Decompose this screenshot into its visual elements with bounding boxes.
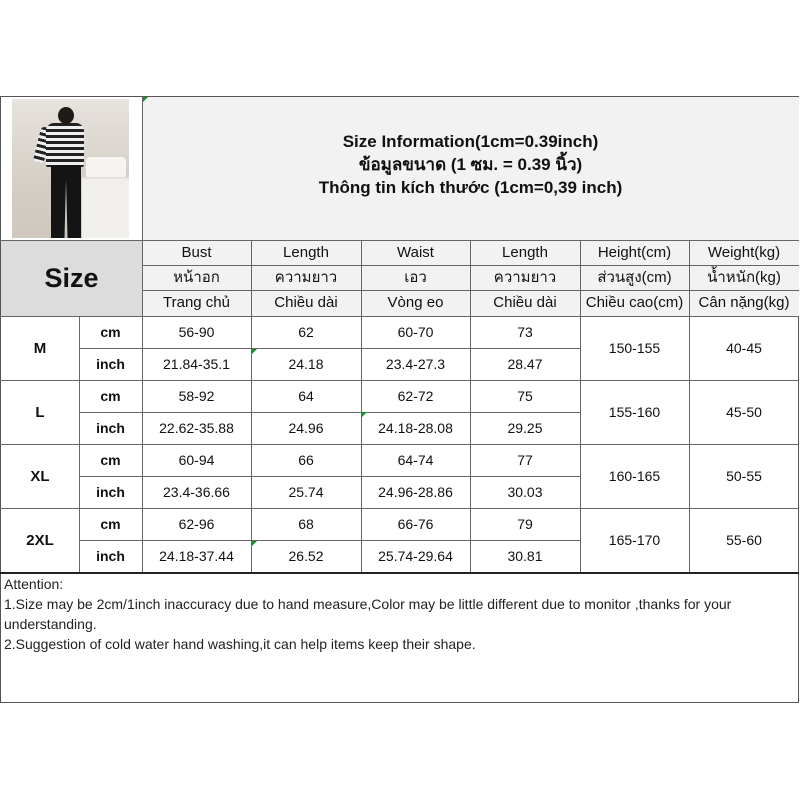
size-label: Size xyxy=(44,262,99,293)
table-cell: 62 xyxy=(298,324,314,340)
table-cell: 66 xyxy=(298,452,314,468)
table-cell: 68 xyxy=(298,516,314,532)
table-cell: 29.25 xyxy=(507,420,543,436)
height-cell: 160-165 xyxy=(608,468,661,484)
col-header-height-en: Height(cm) xyxy=(597,244,672,261)
header-line-th: ข้อมูลขนาด (1 ซม. = 0.39 นิ้ว) xyxy=(358,155,583,174)
table-cell: 25.74-29.64 xyxy=(378,548,453,564)
size-row-label: M xyxy=(33,339,47,357)
header-line-vi: Thông tin kích thước (1cm=0,39 inch) xyxy=(318,178,623,197)
col-header-height-vi: Chiều cao(cm) xyxy=(585,294,684,311)
unit-label-cm: cm xyxy=(100,388,121,404)
size-row-label: L xyxy=(35,403,45,421)
table-cell: 64-74 xyxy=(397,452,434,468)
cell-marker xyxy=(252,349,257,354)
col-header-waist-en: Waist xyxy=(397,244,434,261)
table-cell: 24.96-28.86 xyxy=(378,484,453,500)
table-cell: 75 xyxy=(517,388,533,404)
header-title xyxy=(142,130,799,199)
unit-label-inch: inch xyxy=(96,356,125,372)
table-cell: 24.18-37.44 xyxy=(159,548,234,564)
table-cell: 73 xyxy=(517,324,533,340)
height-cell: 150-155 xyxy=(608,340,661,356)
col-header-waist-th: เอว xyxy=(404,269,427,286)
attention-item-1: 1.Size may be 2cm/1inch inaccuracy due to hand measure,Color may be little different due to monitor ,thanks for your understanding. xyxy=(4,596,732,632)
header-line-en: Size Information(1cm=0.39inch) xyxy=(342,132,599,151)
table-cell: 77 xyxy=(517,452,533,468)
table-cell: 25.74 xyxy=(288,484,324,500)
unit-label-cm: cm xyxy=(100,452,121,468)
col-header-bust-th: หน้าอก xyxy=(173,269,220,286)
table-cell: 56-90 xyxy=(178,324,215,340)
col-header-bust-en: Bust xyxy=(181,244,212,261)
table-cell: 24.18-28.08 xyxy=(378,420,453,436)
table-cell: 23.4-27.3 xyxy=(385,356,446,372)
table-cell: 26.52 xyxy=(288,548,324,564)
table-cell: 62-72 xyxy=(397,388,434,404)
unit-label-cm: cm xyxy=(100,324,121,340)
attention-item-2: 2.Suggestion of cold water hand washing,it can help items keep their shape. xyxy=(4,636,476,652)
unit-label-inch: inch xyxy=(96,548,125,564)
col-header-bust-vi: Trang chủ xyxy=(163,294,230,311)
col-header-weight-en: Weight(kg) xyxy=(707,244,781,261)
col-header-length-th: ความยาว xyxy=(274,269,338,286)
table-cell: 79 xyxy=(517,516,533,532)
height-cell: 155-160 xyxy=(608,404,661,420)
unit-label-inch: inch xyxy=(96,420,125,436)
col-header-length2-en: Length xyxy=(502,244,548,261)
table-cell: 66-76 xyxy=(397,516,434,532)
weight-cell: 45-50 xyxy=(726,404,762,420)
col-header-length-en: Length xyxy=(283,244,329,261)
weight-cell: 40-45 xyxy=(726,340,762,356)
table-cell: 60-94 xyxy=(178,452,215,468)
table-cell: 64 xyxy=(298,388,314,404)
table-cell: 24.96 xyxy=(288,420,324,436)
table-cell: 23.4-36.66 xyxy=(163,484,230,500)
unit-label-cm: cm xyxy=(100,516,121,532)
table-cell: 30.81 xyxy=(507,548,543,564)
cell-marker xyxy=(362,412,367,417)
table-cell: 58-92 xyxy=(178,388,215,404)
col-header-length-vi: Chiều dài xyxy=(274,294,338,311)
table-cell: 28.47 xyxy=(507,356,543,372)
col-header-weight-vi: Cân nặng(kg) xyxy=(698,294,790,311)
table-cell: 21.84-35.1 xyxy=(163,356,230,372)
cell-marker xyxy=(143,97,148,102)
table-cell: 62-96 xyxy=(178,516,215,532)
attention-notes xyxy=(4,574,794,654)
table-cell: 22.62-35.88 xyxy=(159,420,234,436)
attention-title: Attention: xyxy=(4,576,64,592)
col-header-waist-vi: Vòng eo xyxy=(387,294,444,311)
size-row-label: XL xyxy=(30,467,50,485)
cell-marker xyxy=(252,541,257,546)
size-row-label: 2XL xyxy=(26,531,54,549)
table-cell: 24.18 xyxy=(288,356,324,372)
table-cell: 30.03 xyxy=(507,484,543,500)
weight-cell: 55-60 xyxy=(726,532,762,548)
table-cell: 60-70 xyxy=(397,324,434,340)
col-header-height-th: ส่วนสูง(cm) xyxy=(597,269,672,286)
col-header-length2-th: ความยาว xyxy=(493,269,557,286)
height-cell: 165-170 xyxy=(608,532,661,548)
col-header-weight-th: น้ำหนัก(kg) xyxy=(707,269,781,286)
product-photo xyxy=(12,99,129,238)
unit-label-inch: inch xyxy=(96,484,125,500)
weight-cell: 50-55 xyxy=(726,468,762,484)
col-header-length2-vi: Chiều dài xyxy=(493,294,557,311)
